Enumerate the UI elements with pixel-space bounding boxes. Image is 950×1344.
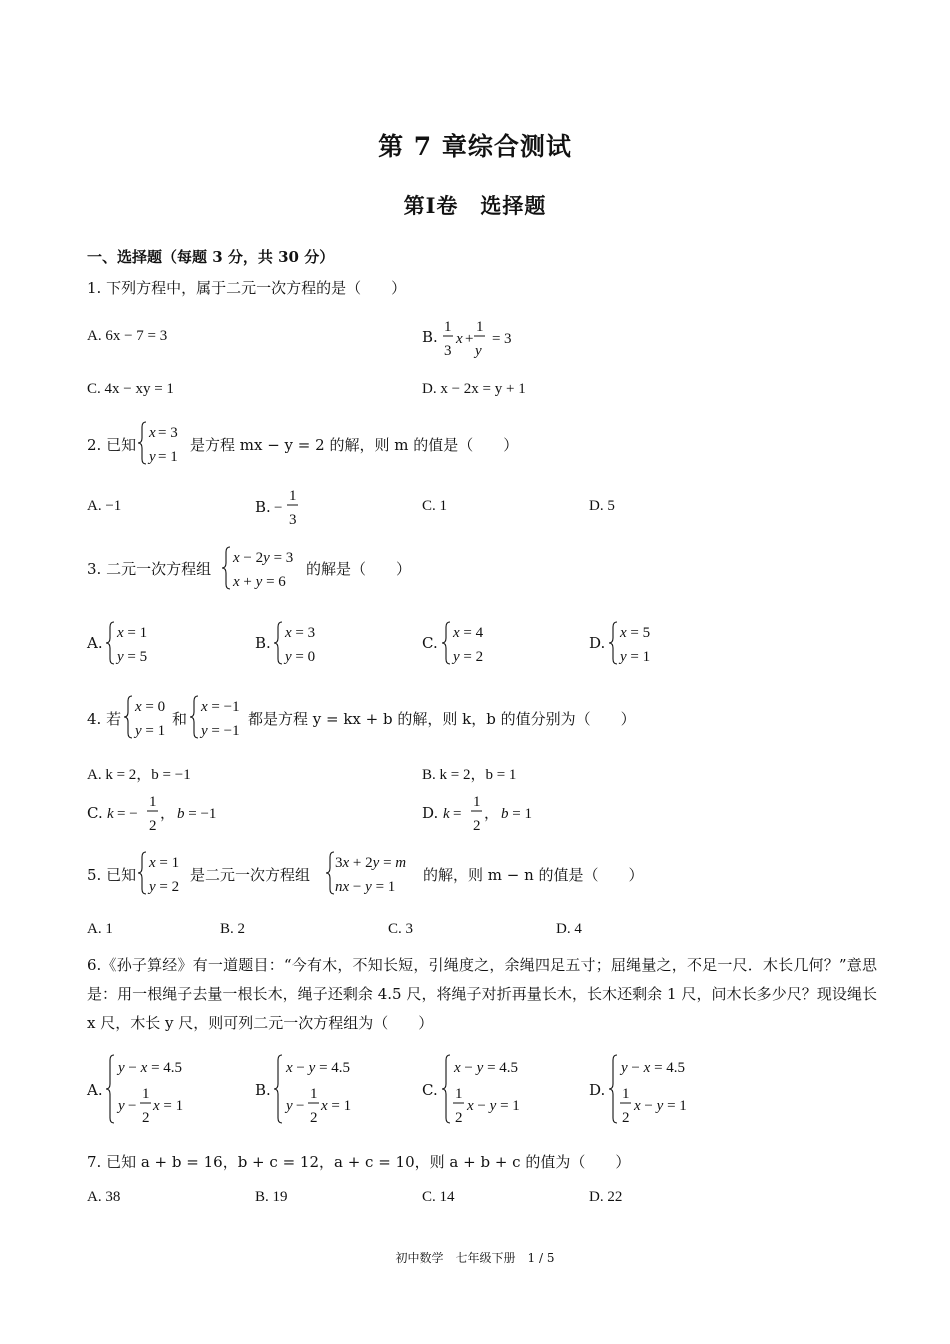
svg-text:k: k (443, 806, 450, 822)
q1-option-c: C. 4x − xy = 1 (87, 381, 174, 397)
svg-text:1: 1 (149, 794, 157, 810)
q6-option-d-formula (609, 1052, 709, 1128)
svg-text:b = −1: b = −1 (177, 806, 217, 822)
q7-option-b: B. 19 (255, 1189, 288, 1205)
q5-solution (138, 849, 190, 899)
q4-option-d-formula (443, 793, 553, 837)
q1-option-d: D. x − 2x = y + 1 (422, 381, 526, 397)
svg-text:x: x (456, 331, 463, 347)
page-title: 第 7 章综合测试 (378, 132, 572, 161)
svg-text:x = 0: x = 0 (135, 699, 166, 715)
question-3-prefix: 3. 二元一次方程组 (87, 560, 212, 578)
q6-option-b-label: B. (255, 1081, 271, 1099)
question-5-suffix: 的解，则 m − n 的值是（ ） (423, 866, 644, 884)
svg-text:x − y = 1: x − y = 1 (634, 1098, 687, 1114)
section-heading: 第Ⅰ卷 选择题 (403, 193, 547, 218)
q7-option-a: A. 38 (87, 1189, 121, 1205)
q2-option-a: A. −1 (87, 498, 122, 514)
svg-text:y = 2: y = 2 (453, 649, 484, 665)
q3-option-d-label: D. (589, 634, 606, 652)
q4-option-c-label: C. (87, 804, 103, 822)
svg-text:2: 2 (473, 818, 481, 834)
svg-text:2: 2 (310, 1110, 318, 1126)
svg-text:k: k (107, 806, 114, 822)
q6-option-a-label: A. (87, 1081, 103, 1099)
q2-option-d: D. 5 (589, 498, 615, 514)
q7-option-c: C. 14 (422, 1189, 455, 1205)
svg-text:x = −1: x = −1 (201, 699, 240, 715)
q4-system-2 (190, 693, 248, 743)
svg-text:1: 1 (476, 319, 484, 335)
q6-option-b-formula (274, 1052, 374, 1128)
svg-text:x + y = 6: x + y = 6 (233, 574, 286, 590)
question-6-stem: 6.《孙子算经》有一道题目：“今有木，不知长短，引绳度之，余绳四足五寸；屈绳量之，不足一尺．木长几何？”意思是：用一根绳子去量一根长木，绳子还剩余 4.5 尺，将绳子对折再量长木，长木还剩余 1 尺，问木长多少尺？现设绳长 x 尺，木长 y 尺，则可列二元一次方程组为（ ） (87, 956, 877, 1032)
svg-text:2: 2 (149, 818, 157, 834)
q5-system (326, 849, 422, 899)
svg-text:y: y (475, 343, 482, 359)
svg-text:1: 1 (142, 1086, 150, 1102)
question-3-suffix: 的解是（ ） (306, 560, 412, 578)
svg-text:2: 2 (142, 1110, 150, 1126)
svg-text:y = 5: y = 5 (117, 649, 148, 665)
question-1-stem: 1. 下列方程中，属于二元一次方程的是（ ） (87, 279, 407, 297)
q3-option-a-formula (106, 619, 161, 669)
svg-text:+: + (465, 331, 474, 347)
svg-text:x = 4: x = 4 (453, 625, 484, 641)
svg-text:= 1: = 1 (158, 449, 178, 465)
svg-text:=: = (453, 806, 462, 822)
svg-text:x − y = 4.5: x − y = 4.5 (286, 1060, 351, 1076)
svg-text:x = 1: x = 1 (117, 625, 148, 641)
svg-text:y: y (286, 1098, 293, 1114)
q6-option-d-label: D. (589, 1081, 606, 1099)
q1-option-b-formula (442, 318, 532, 364)
q3-option-b-label: B. (255, 634, 271, 652)
q1-option-a: A. 6x − 7 = 3 (87, 328, 168, 344)
svg-text:x = 1: x = 1 (321, 1098, 352, 1114)
svg-text:1: 1 (310, 1086, 318, 1102)
q2-option-b-label: B. (255, 498, 271, 516)
q3-option-b-formula (274, 619, 329, 669)
q4-system-1 (124, 693, 174, 743)
svg-text:= 3: = 3 (158, 425, 178, 441)
svg-text:1: 1 (622, 1086, 630, 1102)
q3-system (222, 544, 306, 594)
q2-system (138, 419, 188, 469)
svg-text:，: ， (160, 806, 176, 822)
svg-text:y: y (118, 1098, 125, 1114)
svg-text:2: 2 (455, 1110, 463, 1126)
q6-option-c-label: C. (422, 1081, 438, 1099)
svg-text:x = 1: x = 1 (153, 1098, 184, 1114)
q5-option-c: C. 3 (388, 921, 414, 937)
svg-text:x − y = 1: x − y = 1 (467, 1098, 520, 1114)
svg-text:−: − (296, 1098, 305, 1114)
q3-option-c-formula (442, 619, 497, 669)
q7-option-d: D. 22 (589, 1189, 623, 1205)
q5-option-b: B. 2 (220, 921, 246, 937)
svg-text:y − x = 4.5: y − x = 4.5 (118, 1060, 183, 1076)
svg-text:3: 3 (504, 331, 512, 347)
svg-text:x = 1: x = 1 (149, 855, 180, 871)
q2-option-b-formula (274, 487, 304, 531)
svg-text:2: 2 (622, 1110, 630, 1126)
svg-text:y = 2: y = 2 (149, 879, 180, 895)
q3-option-c-label: C. (422, 634, 438, 652)
svg-text:y = 1: y = 1 (620, 649, 651, 665)
svg-text:nx − y = 1: nx − y = 1 (335, 879, 396, 895)
q3-option-a-label: A. (87, 634, 103, 652)
q4-option-c-formula (107, 793, 227, 837)
svg-text:3: 3 (289, 512, 297, 528)
svg-text:y − x = 4.5: y − x = 4.5 (621, 1060, 686, 1076)
svg-text:x − 2y = 3: x − 2y = 3 (233, 550, 294, 566)
svg-text:=: = (492, 331, 501, 347)
svg-text:y: y (149, 449, 156, 465)
svg-text:，: ， (484, 806, 500, 822)
q2-option-c: C. 1 (422, 498, 448, 514)
q5-option-d: D. 4 (556, 921, 582, 937)
q6-option-a-formula (106, 1052, 206, 1128)
question-4-mid: 和 (172, 710, 188, 728)
svg-text:x − y = 4.5: x − y = 4.5 (454, 1060, 519, 1076)
svg-text:b = 1: b = 1 (501, 806, 532, 822)
svg-text:x = 3: x = 3 (285, 625, 316, 641)
svg-text:= −: = − (117, 806, 138, 822)
q4-option-d-label: D. (422, 804, 439, 822)
part-heading: 一、选择题（每题 3 分，共 30 分） (87, 248, 335, 266)
svg-text:3: 3 (444, 343, 452, 359)
question-2-suffix: 是方程 mx − y = 2 的解，则 m 的值是（ ） (190, 436, 519, 454)
svg-text:y = −1: y = −1 (201, 723, 240, 739)
q4-option-a: A. k = 2，b = −1 (87, 767, 191, 783)
svg-text:3x + 2y = m: 3x + 2y = m (335, 855, 407, 871)
q3-option-d-formula (609, 619, 664, 669)
question-5-prefix: 5. 已知 (87, 866, 137, 884)
question-5-mid: 是二元一次方程组 (190, 866, 311, 884)
svg-text:1: 1 (473, 794, 481, 810)
q6-option-c-formula (442, 1052, 542, 1128)
svg-text:x: x (149, 425, 156, 441)
svg-text:1: 1 (289, 488, 297, 504)
svg-text:y = 1: y = 1 (135, 723, 166, 739)
question-4-prefix: 4. 若 (87, 710, 122, 728)
page-footer: 初中数学 七年级下册 1 / 5 (395, 1251, 555, 1265)
question-2-prefix: 2. 已知 (87, 436, 137, 454)
svg-text:1: 1 (455, 1086, 463, 1102)
svg-text:1: 1 (444, 319, 452, 335)
q4-option-b: B. k = 2，b = 1 (422, 767, 517, 783)
question-7-stem: 7. 已知 a + b = 16，b + c = 12，a + c = 10，则 a + b + c 的值为（ ） (87, 1153, 631, 1171)
svg-text:−: − (274, 500, 283, 516)
q5-option-a: A. 1 (87, 921, 113, 937)
svg-text:−: − (128, 1098, 137, 1114)
svg-text:x = 5: x = 5 (620, 625, 651, 641)
q1-option-b-label: B. (422, 328, 438, 346)
svg-text:y = 0: y = 0 (285, 649, 316, 665)
question-4-suffix: 都是方程 y = kx + b 的解，则 k，b 的值分别为（ ） (248, 710, 636, 728)
